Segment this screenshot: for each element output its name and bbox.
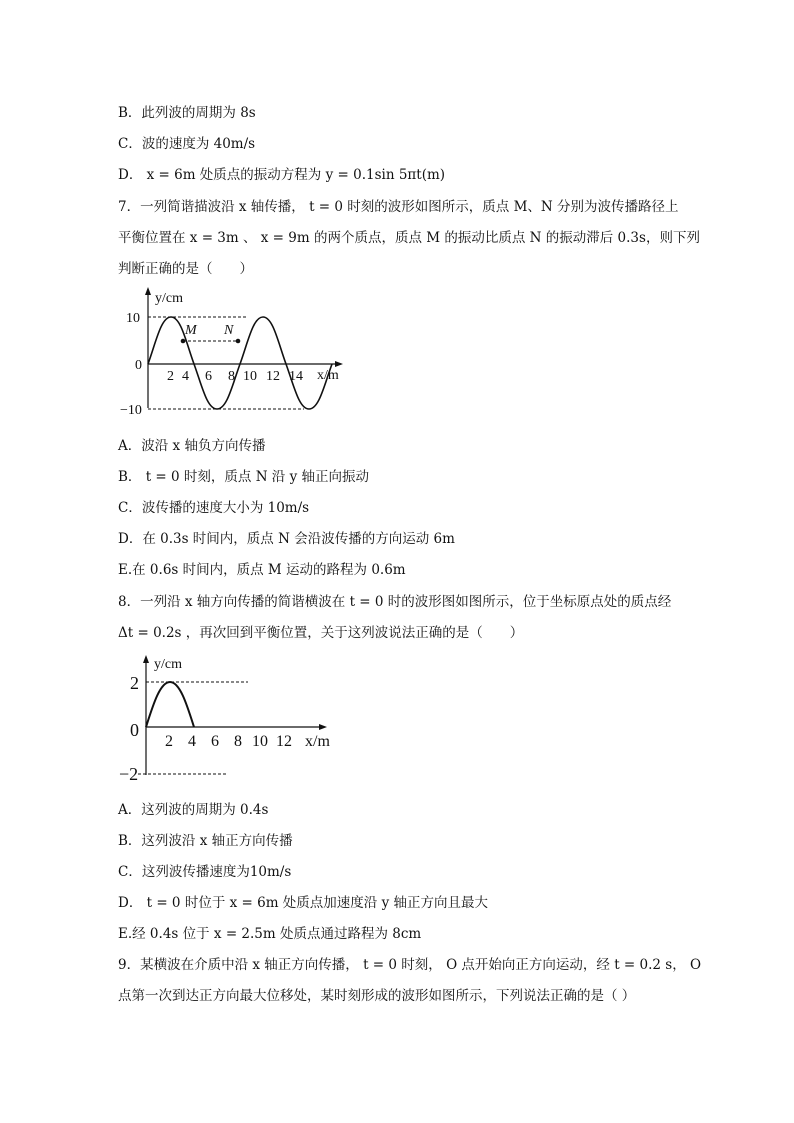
q7-option-b: B． t = 0 时刻，质点 N 沿 y 轴正向振动 xyxy=(118,469,370,485)
q7-stem-line-3: 判断正确的是（ ） xyxy=(118,261,253,277)
q7-x-label: x/m xyxy=(317,368,339,383)
q7-xtick-12: 12 xyxy=(266,369,280,384)
q7-label-m: M xyxy=(185,323,197,338)
q8-wave-figure xyxy=(118,650,348,785)
q9-stem-line-1: 9．某横波在介质中沿 x 轴正方向传播， t = 0 时刻， O 点开始向正方向运动，经 t = 0.2 s， O xyxy=(118,957,702,973)
q7-xtick-14: 14 xyxy=(289,369,303,384)
q7-option-d: D．在 0.3s 时间内，质点 N 会沿波传播的方向运动 6m xyxy=(118,531,455,547)
q7-y-label: y/cm xyxy=(155,291,183,306)
q8-option-e: E.经 0.4s 位于 x = 2.5m 处质点通过路程为 8cm xyxy=(118,926,422,942)
q7-xtick-10: 10 xyxy=(243,369,257,384)
q7-ytick-neg10: −10 xyxy=(120,403,142,418)
q8-xtick-8: 8 xyxy=(234,733,242,750)
q8-xtick-2: 2 xyxy=(165,733,173,750)
q8-option-c: C．这列波传播速度为10m/s xyxy=(118,864,292,880)
q8-x-label: x/m xyxy=(305,733,330,750)
q8-stem-line-2: Δt = 0.2s ，再次回到平衡位置，关于这列波说法正确的是（ ） xyxy=(118,625,524,641)
q8-option-b: B．这列波沿 x 轴正方向传播 xyxy=(118,833,293,849)
q7-xtick-2: 2 xyxy=(167,369,174,384)
q7-y-arrow xyxy=(145,287,151,295)
q7-point-m xyxy=(181,339,186,344)
q7-xtick-6: 6 xyxy=(205,369,212,384)
q8-option-a: A．这列波的周期为 0.4s xyxy=(118,802,269,818)
q7-xtick-4: 4 xyxy=(182,369,189,384)
q6-option-d: D． x = 6m 处质点的振动方程为 y = 0.1sin 5πt(m) xyxy=(118,167,446,183)
q7-ytick-10: 10 xyxy=(126,311,140,326)
q7-label-n: N xyxy=(224,323,234,338)
q8-y-arrow xyxy=(143,655,149,663)
q7-xtick-8: 8 xyxy=(228,369,235,384)
q7-option-e: E.在 0.6s 时间内，质点 M 运动的路程为 0.6m xyxy=(118,562,406,578)
q7-option-a: A．波沿 x 轴负方向传播 xyxy=(118,438,266,454)
q7-point-n xyxy=(236,339,241,344)
q7-wave-curve xyxy=(148,317,332,409)
q8-xtick-12: 12 xyxy=(276,733,292,750)
q8-x-arrow xyxy=(319,724,327,730)
q7-option-c: C．波传播的速度大小为 10m/s xyxy=(118,500,310,516)
q8-ytick-2: 2 xyxy=(130,673,139,693)
q8-ytick-0: 0 xyxy=(130,720,139,740)
q8-option-d: D． t = 0 时位于 x = 6m 处质点加速度沿 y 轴正方向且最大 xyxy=(118,895,489,911)
q7-x-arrow xyxy=(335,361,343,367)
q8-ytick-neg2: −2 xyxy=(119,764,139,784)
q6-option-b: B．此列波的周期为 8s xyxy=(118,105,256,121)
q8-xtick-6: 6 xyxy=(211,733,219,750)
q7-stem-line-2: 平衡位置在 x = 3m 、 x = 9m 的两个质点，质点 M 的振动比质点 N 的振动滞后 0.3s，则下列 xyxy=(118,230,700,246)
q8-y-label: y/cm xyxy=(154,657,182,672)
q8-wave-curve xyxy=(146,682,194,727)
q8-xtick-10: 10 xyxy=(252,733,268,750)
q7-stem-line-1: 7．一列简谐描波沿 x 轴传播， t = 0 时刻的波形如图所示，质点 M、N 分别为波传播路径上 xyxy=(118,199,679,215)
q7-wave-figure xyxy=(118,284,358,419)
q9-stem-line-2: 点第一次到达正方向最大位移处，某时刻形成的波形如图所示，下列说法正确的是（ ） xyxy=(118,988,636,1004)
q6-option-c: C．波的速度为 40m/s xyxy=(118,136,256,152)
q7-ytick-0: 0 xyxy=(135,358,142,373)
q8-xtick-4: 4 xyxy=(188,733,196,750)
q8-stem-line-1: 8．一列沿 x 轴方向传播的简谐横波在 t = 0 时的波形图如图所示，位于坐标原点处的质点经 xyxy=(118,594,672,610)
